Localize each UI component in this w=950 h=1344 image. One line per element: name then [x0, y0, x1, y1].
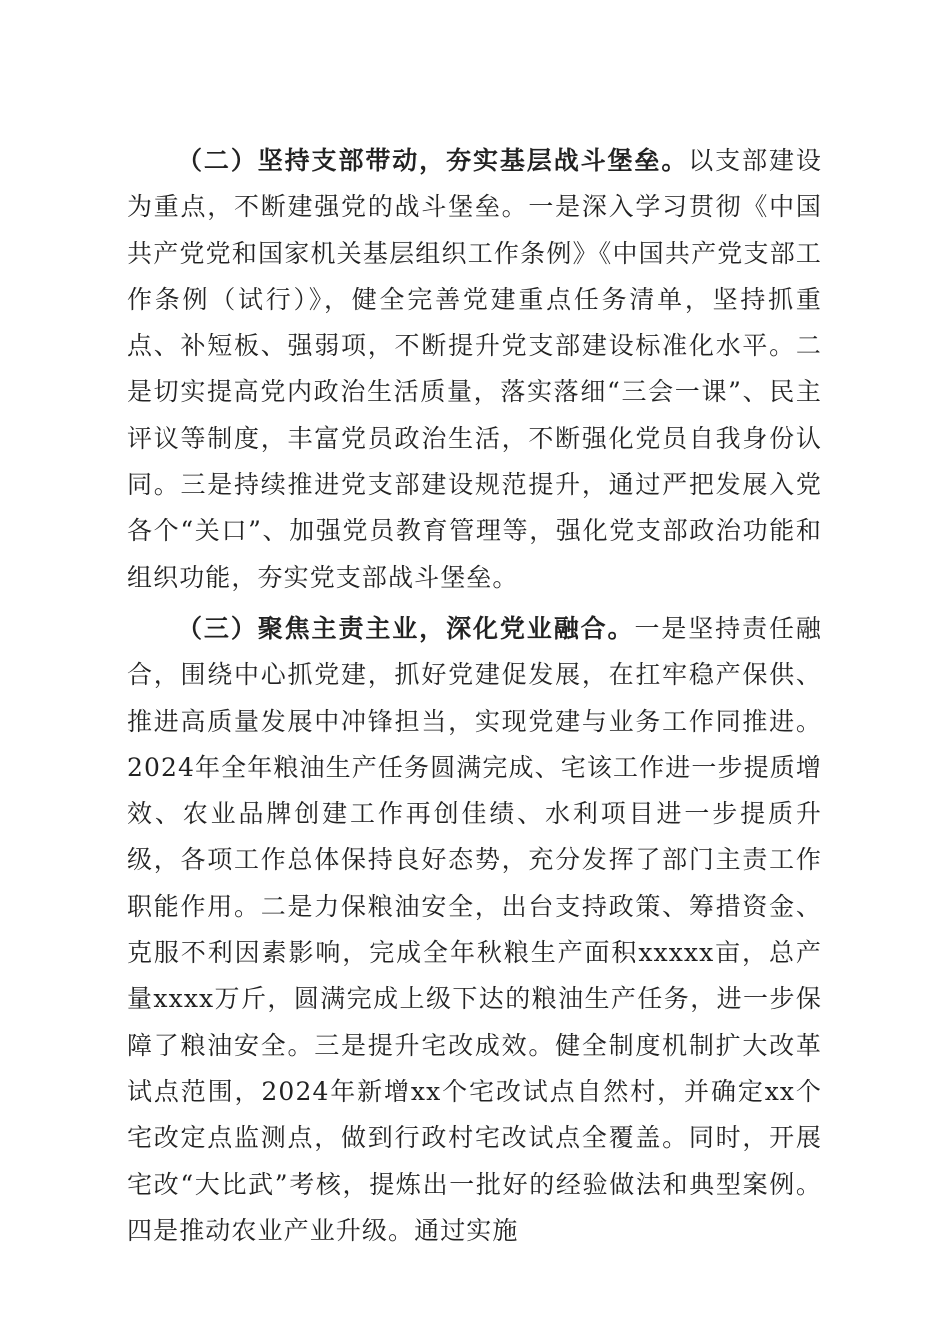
section-3-heading: （三）聚焦主责主业，深化党业融合。	[177, 613, 635, 643]
section-2-body: 以支部建设为重点，不断建强党的战斗堡垒。一是深入学习贯彻《中国共产党党和国家机关基层组织工作条例》《中国共产党支部工作条例（试行）》，健全完善党建重点任务清单，坚持抓重点、补短板、强弱项，不断提升党支部建设标准化水平。二是切实提高党内政治生活质量，落实落细“三会一课”、民主评议等制度，丰富党员政治生活，不断强化党员自我身份认同。三是持续推进党支部建设规范提升，通过严把发展入党各个“关口”、加强党员教育管理等，强化党支部政治功能和组织功能，夯实党支部战斗堡垒。	[127, 146, 822, 592]
paragraph-section-3	[127, 606, 822, 1254]
section-2-heading: （二）坚持支部带动，夯实基层战斗堡垒。	[177, 146, 689, 175]
section-3-body: 一是坚持责任融合，围绕中心抓党建，抓好党建促发展，在扛牢稳产保供、推进高质量发展中冲锋担当，实现党建与业务工作同推进。2024年全年粮油生产任务圆满完成、宅该工作进一步提质增效、农业品牌创建工作再创佳绩、水利项目进一步提质升级，各项工作总体保持良好态势，充分发挥了部门主责工作职能作用。二是力保粮油安全，出台支持政策、筹措资金、克服不利因素影响，完成全年秋粮生产面积xxxxx亩，总产量xxxx万斤，圆满完成上级下达的粮油生产任务，进一步保障了粮油安全。三是提升宅改成效。健全制度机制扩大改革试点范围，2024年新增xx个宅改试点自然村，并确定xx个宅改定点监测点，做到行政村宅改试点全覆盖。同时，开展宅改“大比武”考核，提炼出一批好的经验做法和典型案例。四是推动农业产业升级。通过实施	[127, 613, 823, 1245]
paragraph-section-2	[127, 138, 822, 601]
document-body	[127, 138, 822, 1259]
